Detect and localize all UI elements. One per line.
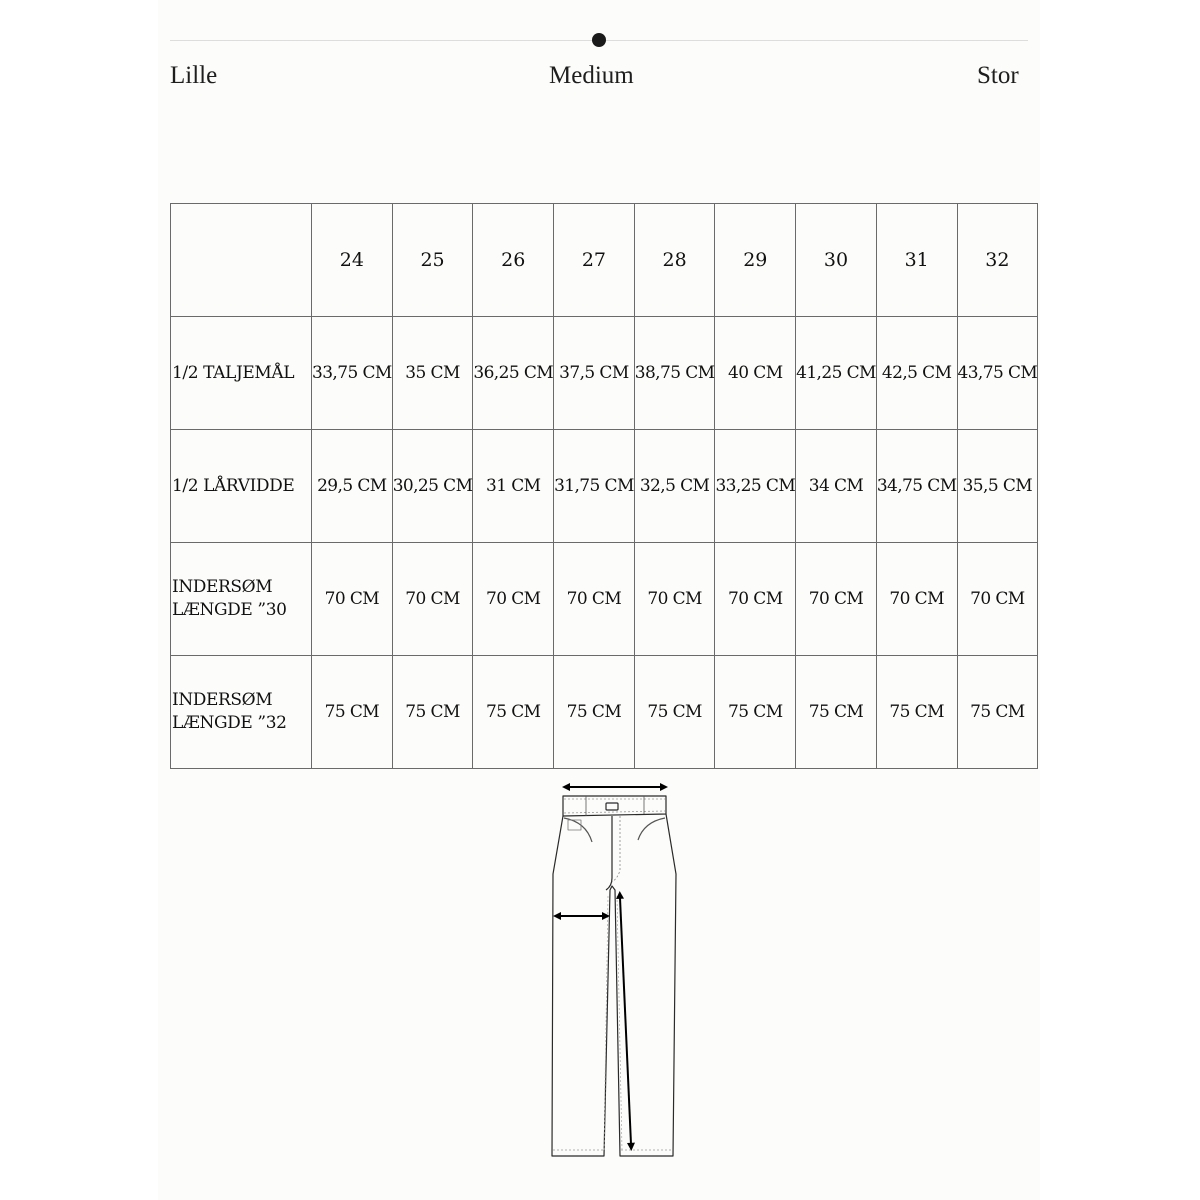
table-cell: 75 CM — [796, 656, 877, 769]
table-cell: 75 CM — [876, 656, 957, 769]
table-cell: 42,5 CM — [876, 317, 957, 430]
table-cell: 31 CM — [473, 430, 554, 543]
table-corner-cell — [171, 204, 312, 317]
table-cell: 75 CM — [554, 656, 635, 769]
row-label-line: LÆNGDE ”32 — [172, 713, 287, 733]
table-cell: 29,5 CM — [312, 430, 393, 543]
table-cell: 70 CM — [957, 543, 1038, 656]
table-row-waist — [171, 317, 1038, 430]
size-slider[interactable] — [170, 30, 1028, 52]
table-cell: 31,75 CM — [554, 430, 635, 543]
row-label-waist — [171, 317, 312, 430]
slider-knob[interactable] — [592, 33, 606, 47]
size-column-header: 27 — [554, 204, 635, 317]
size-column-header: 29 — [715, 204, 796, 317]
table-cell: 75 CM — [957, 656, 1038, 769]
row-label-line: INDERSØM — [172, 577, 273, 597]
table-cell: 33,25 CM — [715, 430, 796, 543]
table-cell: 34,75 CM — [876, 430, 957, 543]
size-column-header: 25 — [392, 204, 473, 317]
table-cell: 70 CM — [554, 543, 635, 656]
table-cell: 70 CM — [715, 543, 796, 656]
size-column-header: 24 — [312, 204, 393, 317]
table-cell: 70 CM — [796, 543, 877, 656]
jeans-measurement-icon — [540, 778, 690, 1162]
table-row-thigh — [171, 430, 1038, 543]
table-cell: 75 CM — [715, 656, 796, 769]
table-cell: 30,25 CM — [392, 430, 473, 543]
thigh-width-arrow-icon — [553, 912, 610, 920]
row-label-thigh — [171, 430, 312, 543]
table-cell: 37,5 CM — [554, 317, 635, 430]
row-label-line: 1/2 LÅRVIDDE — [172, 475, 295, 496]
size-column-header: 30 — [796, 204, 877, 317]
table-cell: 70 CM — [876, 543, 957, 656]
table-row-inseam-32 — [171, 656, 1038, 769]
table-cell: 41,25 CM — [796, 317, 877, 430]
size-option-lille[interactable]: Lille — [170, 62, 218, 89]
size-option-stor[interactable]: Stor — [977, 62, 1019, 89]
table-cell: 70 CM — [312, 543, 393, 656]
table-cell: 40 CM — [715, 317, 796, 430]
table-cell: 35,5 CM — [957, 430, 1038, 543]
size-column-header: 31 — [876, 204, 957, 317]
table-cell: 34 CM — [796, 430, 877, 543]
table-cell: 38,75 CM — [634, 317, 715, 430]
table-cell: 35 CM — [392, 317, 473, 430]
table-cell: 33,75 CM — [312, 317, 393, 430]
table-cell: 75 CM — [473, 656, 554, 769]
row-label-inseam-32 — [171, 656, 312, 769]
table-cell: 70 CM — [634, 543, 715, 656]
row-label-line: 1/2 TALJEMÅL — [172, 362, 295, 383]
table-cell: 75 CM — [634, 656, 715, 769]
table-cell: 36,25 CM — [473, 317, 554, 430]
size-column-header: 32 — [957, 204, 1038, 317]
waist-width-arrow-icon — [562, 783, 668, 791]
table-cell: 75 CM — [392, 656, 473, 769]
size-table — [170, 203, 1038, 769]
jeans-measurement-diagram — [540, 778, 690, 1162]
table-cell: 70 CM — [473, 543, 554, 656]
table-cell: 32,5 CM — [634, 430, 715, 543]
size-column-header: 26 — [473, 204, 554, 317]
table-header-row — [171, 204, 1038, 317]
table-cell: 43,75 CM — [957, 317, 1038, 430]
row-label-inseam-30 — [171, 543, 312, 656]
row-label-line: LÆNGDE ”30 — [172, 600, 287, 620]
size-option-medium[interactable]: Medium — [549, 62, 634, 89]
table-cell: 70 CM — [392, 543, 473, 656]
row-label-line: INDERSØM — [172, 690, 273, 710]
table-row-inseam-30 — [171, 543, 1038, 656]
size-column-header: 28 — [634, 204, 715, 317]
table-cell: 75 CM — [312, 656, 393, 769]
